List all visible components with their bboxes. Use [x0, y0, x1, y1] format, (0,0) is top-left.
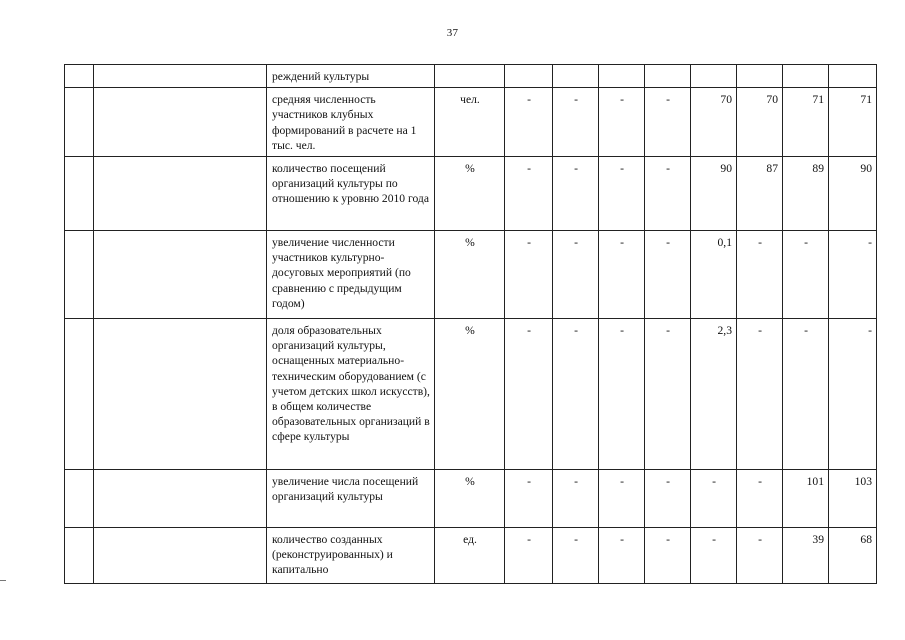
value-cell: - — [645, 470, 691, 528]
program-name-cell — [94, 65, 267, 88]
value-cell: 101 — [783, 470, 829, 528]
program-name-cell — [94, 88, 267, 157]
row-number-cell — [65, 528, 94, 584]
value-cell — [645, 65, 691, 88]
unit-cell: % — [435, 319, 505, 470]
unit-cell: чел. — [435, 88, 505, 157]
value-cell: - — [505, 157, 553, 231]
value-cell: 90 — [691, 157, 737, 231]
program-name-cell — [94, 157, 267, 231]
row-number-cell — [65, 88, 94, 157]
indicator-cell: количество созданных (реконструированных) и капитально — [267, 528, 435, 584]
value-cell: - — [737, 470, 783, 528]
value-cell: 68 — [829, 528, 877, 584]
indicator-cell: увеличение численности участников культурно-досуговых мероприятий (по сравнению с предыдущим годом) — [267, 231, 435, 319]
value-cell — [691, 65, 737, 88]
indicator-cell: реждений культуры — [267, 65, 435, 88]
value-cell: 90 — [829, 157, 877, 231]
table-row — [65, 88, 877, 157]
value-cell: 89 — [783, 157, 829, 231]
program-name-cell — [94, 231, 267, 319]
value-cell: 0,1 — [691, 231, 737, 319]
unit-cell: % — [435, 470, 505, 528]
page-number: 37 — [446, 27, 459, 39]
table-row — [65, 528, 877, 584]
value-cell: - — [553, 88, 599, 157]
value-cell: - — [691, 470, 737, 528]
value-cell: 87 — [737, 157, 783, 231]
value-cell: 39 — [783, 528, 829, 584]
value-cell — [553, 65, 599, 88]
value-cell: 70 — [737, 88, 783, 157]
value-cell: - — [553, 528, 599, 584]
value-cell: - — [645, 157, 691, 231]
value-cell — [737, 65, 783, 88]
value-cell: - — [505, 470, 553, 528]
value-cell: - — [783, 231, 829, 319]
table-row — [65, 319, 877, 470]
unit-cell: % — [435, 231, 505, 319]
row-number-cell — [65, 157, 94, 231]
table-row — [65, 470, 877, 528]
value-cell: - — [691, 528, 737, 584]
indicator-cell: доля образовательных организаций культуры, оснащенных материально-техническим оборудованием (с учетом детских школ искусств), в общем количестве образовательных организаций в сфере культуры — [267, 319, 435, 470]
value-cell: 2,3 — [691, 319, 737, 470]
value-cell: - — [645, 88, 691, 157]
value-cell: - — [553, 157, 599, 231]
value-cell: - — [599, 231, 645, 319]
value-cell: - — [599, 319, 645, 470]
unit-cell: ед. — [435, 528, 505, 584]
value-cell: - — [553, 231, 599, 319]
program-name-cell — [94, 528, 267, 584]
unit-cell: % — [435, 157, 505, 231]
value-cell: - — [645, 319, 691, 470]
indicator-cell: увеличение числа посещений организаций культуры — [267, 470, 435, 528]
value-cell: - — [737, 528, 783, 584]
program-name-cell — [94, 319, 267, 470]
margin-mark — [0, 580, 6, 581]
value-cell: - — [599, 157, 645, 231]
value-cell: - — [599, 470, 645, 528]
indicators-table — [64, 64, 877, 584]
value-cell — [505, 65, 553, 88]
value-cell — [829, 65, 877, 88]
value-cell: - — [829, 319, 877, 470]
value-cell — [783, 65, 829, 88]
table-row — [65, 157, 877, 231]
row-number-cell — [65, 470, 94, 528]
value-cell: - — [505, 528, 553, 584]
value-cell: - — [599, 528, 645, 584]
value-cell: 70 — [691, 88, 737, 157]
value-cell: - — [737, 319, 783, 470]
row-number-cell — [65, 231, 94, 319]
value-cell: - — [505, 88, 553, 157]
value-cell: - — [645, 528, 691, 584]
value-cell: 103 — [829, 470, 877, 528]
indicator-cell: количество посещений организаций культуры по отношению к уровню 2010 года — [267, 157, 435, 231]
table-row — [65, 231, 877, 319]
value-cell: 71 — [829, 88, 877, 157]
value-cell: - — [599, 88, 645, 157]
row-number-cell — [65, 319, 94, 470]
value-cell: - — [505, 231, 553, 319]
value-cell: - — [505, 319, 553, 470]
table-row — [65, 65, 877, 88]
value-cell: - — [829, 231, 877, 319]
row-number-cell — [65, 65, 94, 88]
unit-cell — [435, 65, 505, 88]
value-cell: 71 — [783, 88, 829, 157]
program-name-cell — [94, 470, 267, 528]
value-cell: - — [645, 231, 691, 319]
value-cell — [599, 65, 645, 88]
value-cell: - — [783, 319, 829, 470]
value-cell: - — [553, 319, 599, 470]
value-cell: - — [553, 470, 599, 528]
value-cell: - — [737, 231, 783, 319]
indicator-cell: средняя численность участников клубных формирований в расчете на 1 тыс. чел. — [267, 88, 435, 157]
